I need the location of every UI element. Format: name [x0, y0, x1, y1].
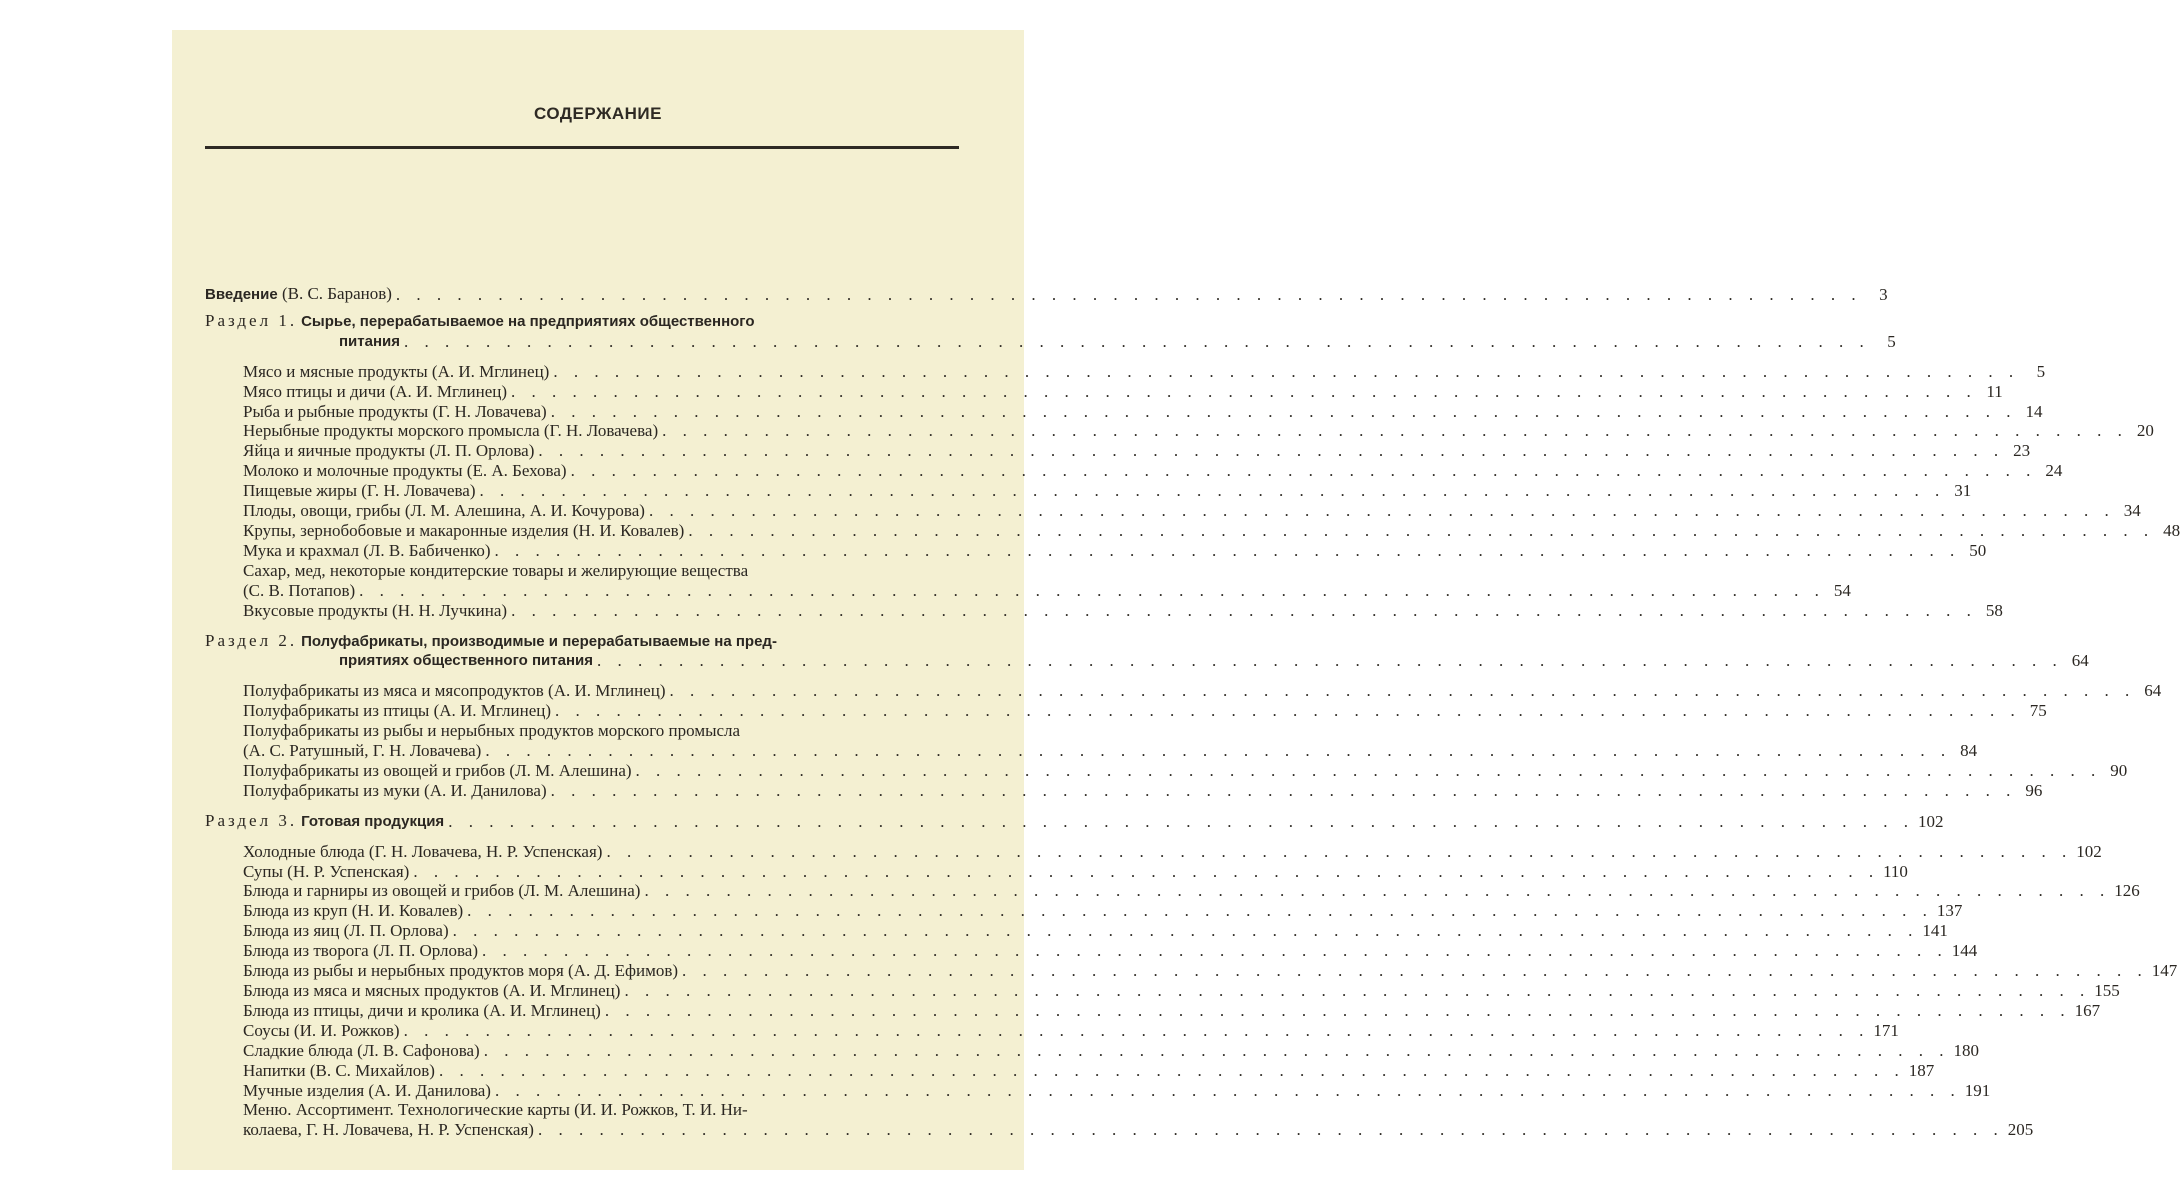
page-number: 180	[1953, 1040, 1979, 1060]
page-number: 5	[2036, 361, 2046, 381]
leader-dots: . . . . . . . . . . . . . . . . . . . . . . . . . . . . . . . . . . . . . . . . . . . . . . . . . . . . . . . . . . . . . . . . . . . . . . . .	[537, 1120, 2004, 1140]
leader-dots: . . . . . . . . . . . . . . . . . . . . . . . . . . . . . . . . . . . . . . . . . . . . . . . . . . . . . . . . . . . . . . . . . . . . . . . .	[452, 921, 1919, 941]
leader-dots: . . . . . . . . . . . . . . . . . . . . . . . . . . . . . . . . . . . . . . . . . . . . . . . . . . . . . . . . . . . . . . . . . . . . . . . .	[395, 285, 1862, 304]
leader-dots: . . . . . . . . . . . . . . . . . . . . . . . . . . . . . . . . . . . . . . . . . . . . . . . . . . . . . . . . . . . . . . . . . . . . . . . .	[438, 1060, 1905, 1080]
entry-text: Холодные блюда (Г. Н. Ловачева, Н. Р. Успенская)	[243, 841, 603, 861]
toc-entry	[205, 901, 1963, 921]
leader-dots: . . . . . . . . . . . . . . . . . . . . . . . . . . . . . . . . . . . . . . . . . . . . . . . . . . . . . . . . . . . . . . . . . . . . . . . .	[483, 1040, 1950, 1060]
leader-dots: . . . . . . . . . . . . . . . . . . . . . . . . . . . . . . . . . . . . . . . . . . . . . . . . . . . . . . . . . . . . . . . . . . . . . . . .	[550, 780, 2017, 800]
leader-dots: . . . . . . . . . . . . . . . . . . . . . . . . . . . . . . . . . . . . . . . . . . . . . . . . . . . . . . . . . . . . . . . . . . . . . . . .	[448, 811, 1914, 831]
entry-text: Блюда из птицы, дичи и кролика (А. И. Мглинец)	[243, 1000, 601, 1020]
leader-dots: . . . . . . . . . . . . . . . . . . . . . . . . . . . . . . . . . . . . . . . . . . . . . . . . . . . . . . . . . . . . . . . . . . . . . . . .	[570, 461, 2037, 481]
entry-text: Мучные изделия (А. И. Данилова)	[243, 1080, 491, 1100]
section-label: Раздел 2.	[205, 630, 298, 650]
entry-text: Блюда из яиц (Л. П. Орлова)	[243, 921, 449, 941]
toc-entry	[205, 401, 2043, 422]
entry-text: (А. С. Ратушный, Г. Н. Ловачева)	[243, 741, 482, 761]
page-number: 167	[2074, 1000, 2101, 1020]
entry-text: (С. В. Потапов)	[243, 580, 356, 600]
entry-text: Мука и крахмал (Л. В. Бабиченко)	[243, 540, 491, 560]
leader-dots: . . . . . . . . . . . . . . . . . . . . . . . . . . . . . . . . . . . . . . . . . . . . . . . . . . . . . . . . . . . . . . . . . . . . . . . .	[511, 381, 1977, 401]
entry-text: Блюда из творога (Л. П. Орлова)	[243, 941, 478, 961]
toc-entry	[205, 861, 1908, 882]
leader-dots: . . . . . . . . . . . . . . . . . . . . . . . . . . . . . . . . . . . . . . . . . . . . . . . . . . . . . . . . . . . . . . . . . . . . . . . .	[688, 520, 2155, 540]
leader-dots: . . . . . . . . . . . . . . . . . . . . . . . . . . . . . . . . . . . . . . . . . . . . . . . . . . . . . . . . . . . . . . . . . . . . . . . .	[555, 701, 2021, 721]
spacer	[205, 671, 971, 681]
leader-dots: . . . . . . . . . . . . . . . . . . . . . . . . . . . . . . . . . . . . . . . . . . . . . . . . . . . . . . . . . . . . . . . . . . . . . . . .	[538, 441, 2005, 461]
entry-text: Полуфабрикаты из муки (А. И. Данилова)	[243, 780, 547, 800]
entry-text: Крупы, зернобобовые и макаронные изделия (Н. И. Ковалев)	[243, 520, 685, 540]
leader-dots: . . . . . . . . . . . . . . . . . . . . . . . . . . . . . . . . . . . . . . . . . . . . . . . . . . . . . . . . . . . . . . . . . . . . . . . .	[604, 1000, 2071, 1020]
toc-entry	[205, 441, 2031, 461]
toc-entry	[205, 361, 2046, 382]
toc-entry-line1: Сахар, мед, некоторые кондитерские товары и желирующие вещества	[243, 560, 749, 580]
leader-dots: . . . . . . . . . . . . . . . . . . . . . . . . . . . . . . . . . . . . . . . . . . . . . . . . . . . . . . . . . . . . . . . . . . . . . . . .	[482, 941, 1948, 961]
toc-entry	[205, 461, 2063, 481]
leader-dots: . . . . . . . . . . . . . . . . . . . . . . . . . . . . . . . . . . . . . . . . . . . . . . . . . . . . . . . . . . . . . . . . . . . . . . . .	[644, 881, 2111, 901]
entry-text: Вкусовые продукты (Н. Н. Лучкина)	[243, 600, 508, 620]
page-number: 155	[2094, 981, 2120, 1000]
section-title-line1: Готовая продукция	[301, 812, 445, 830]
toc-entry	[205, 481, 1972, 501]
toc-entry	[205, 961, 2178, 981]
leader-dots: . . . . . . . . . . . . . . . . . . . . . . . . . . . . . . . . . . . . . . . . . . . . . . . . . . . . . . . . . . . . . . . . . . . . . . . .	[403, 1020, 1870, 1040]
page-number: 126	[2114, 881, 2140, 901]
page-number: 5	[1887, 331, 1896, 351]
toc-entry	[205, 1000, 2101, 1021]
toc-entry	[205, 841, 2102, 862]
toc-entry	[205, 520, 2180, 541]
entry-text: Рыба и рыбные продукты (Г. Н. Ловачева)	[243, 401, 547, 421]
entry-text: Полуфабрикаты из мяса и мясопродуктов (А. И. Мглинец)	[243, 681, 666, 701]
entry-text: Блюда из мяса и мясных продуктов (А. И. Мглинец)	[243, 981, 621, 1000]
toc-entry	[205, 701, 2047, 721]
toc-entry	[205, 981, 2120, 1001]
toc-entry-line1: Полуфабрикаты из рыбы и нерыбных продуктов морского промысла	[243, 721, 741, 741]
page-number: 187	[1908, 1060, 1935, 1080]
table-of-contents	[205, 284, 2180, 1140]
section-label: Раздел 3.	[205, 810, 298, 830]
entry-text: Соусы (И. И. Рожков)	[243, 1020, 400, 1040]
entry-text: Яйца и яичные продукты (Л. П. Орлова)	[243, 441, 535, 461]
page-number: 24	[2045, 461, 2063, 481]
page-number: 171	[1873, 1020, 1899, 1040]
section-heading-3	[205, 810, 1944, 832]
page-number: 31	[1954, 481, 1972, 501]
leader-dots: . . . . . . . . . . . . . . . . . . . . . . . . . . . . . . . . . . . . . . . . . . . . . . . . . . . . . . . . . . . . . . . . . . . . . . . .	[635, 760, 2102, 780]
spacer	[205, 352, 971, 362]
entry-text: Блюда из рыбы и нерыбных продуктов моря (А. Д. Ефимов)	[243, 961, 679, 981]
leader-dots: . . . . . . . . . . . . . . . . . . . . . . . . . . . . . . . . . . . . . . . . . . . . . . . . . . . . . . . . . . . . . . . . . . . . . . . .	[606, 841, 2073, 861]
toc-entry	[205, 941, 1978, 961]
toc-entry	[205, 421, 2154, 441]
toc-entry	[205, 1020, 1899, 1041]
entry-text: Полуфабрикаты из птицы (А. И. Мглинец)	[243, 701, 552, 721]
toc-entry-intro	[205, 284, 1888, 305]
title-rule	[205, 146, 959, 149]
entry-text: колаева, Г. Н. Ловачева, Н. Р. Успенская)	[243, 1120, 534, 1140]
page-number: 147	[2151, 961, 2178, 981]
entry-text: Блюда из круп (Н. И. Ковалев)	[243, 901, 464, 921]
toc-entry	[205, 600, 2003, 621]
leader-dots: . . . . . . . . . . . . . . . . . . . . . . . . . . . . . . . . . . . . . . . . . . . . . . . . . . . . . . . . . . . . . . . . . . . . . . . .	[550, 401, 2017, 421]
leader-dots: . . . . . . . . . . . . . . . . . . . . . . . . . . . . . . . . . . . . . . . . . . . . . . . . . . . . . . . . . . . . . . . . . . . . . . . .	[494, 1080, 1961, 1100]
leader-dots: . . . . . . . . . . . . . . . . . . . . . . . . . . . . . . . . . . . . . . . . . . . . . . . . . . . . . . . . . . . . . . . . . . . . . . . .	[624, 981, 2091, 1000]
page-number: 11	[1986, 381, 2003, 401]
leader-dots: . . . . . . . . . . . . . . . . . . . . . . . . . . . . . . . . . . . . . . . . . . . . . . . . . . . . . . . . . . . . . . . . . . . . . . . .	[553, 361, 2020, 381]
page-number: 110	[1883, 861, 1908, 881]
page-number: 102	[2076, 841, 2102, 861]
entry-text: Блюда и гарниры из овощей и грибов (Л. М. Алешина)	[243, 881, 641, 901]
leader-dots: . . . . . . . . . . . . . . . . . . . . . . . . . . . . . . . . . . . . . . . . . . . . . . . . . . . . . . . . . . . . . . . . . . . . . . . .	[485, 741, 1952, 761]
leader-dots: . . . . . . . . . . . . . . . . . . . . . . . . . . . . . . . . . . . . . . . . . . . . . . . . . . . . . . . . . . . . . . . . . . . . . . . .	[467, 901, 1933, 921]
toc-entry	[205, 501, 2141, 521]
page-number: 64	[2071, 651, 2089, 671]
toc-entry	[205, 681, 2162, 701]
section-heading-cont-2	[205, 651, 2089, 671]
entry-text: питания	[339, 332, 401, 350]
page-number: 3	[1879, 285, 1888, 304]
toc-entry-line1: Меню. Ассортимент. Технологические карты (И. И. Рожков, Т. И. Ни-	[243, 1100, 748, 1120]
page-number: 141	[1922, 921, 1948, 941]
page-number: 102	[1917, 811, 1944, 831]
leader-dots: . . . . . . . . . . . . . . . . . . . . . . . . . . . . . . . . . . . . . . . . . . . . . . . . . . . . . . . . . . . . . . . . . . . . . . . .	[648, 501, 2115, 521]
page-number: 23	[2013, 441, 2031, 461]
entry-text: Мясо и мясные продукты (А. И. Мглинец)	[243, 361, 550, 381]
section-heading-text	[205, 811, 444, 832]
entry-text: Мясо птицы и дичи (А. И. Мглинец)	[243, 381, 508, 401]
leader-dots: . . . . . . . . . . . . . . . . . . . . . . . . . . . . . . . . . . . . . . . . . . . . . . . . . . . . . . . . . . . . . . . . . . . . . . . .	[596, 651, 2063, 671]
section-heading-2	[205, 631, 971, 652]
entry-text: Полуфабрикаты из овощей и грибов (Л. М. Алешина)	[243, 760, 632, 780]
intro-author: (В. С. Баранов)	[281, 284, 392, 303]
leader-dots: . . . . . . . . . . . . . . . . . . . . . . . . . . . . . . . . . . . . . . . . . . . . . . . . . . . . . . . . . . . . . . . . . . . . . . . .	[669, 681, 2136, 701]
page-number: 84	[1960, 741, 1978, 761]
toc-entry	[205, 760, 2128, 781]
toc-entry	[205, 1040, 1979, 1061]
entry-text: Напитки (В. С. Михайлов)	[243, 1060, 435, 1080]
toc-entry	[205, 381, 2003, 402]
leader-dots: . . . . . . . . . . . . . . . . . . . . . . . . . . . . . . . . . . . . . . . . . . . . . . . . . . . . . . . . . . . . . . . . . . . . . . . .	[662, 421, 2128, 441]
leader-dots: . . . . . . . . . . . . . . . . . . . . . . . . . . . . . . . . . . . . . . . . . . . . . . . . . . . . . . . . . . . . . . . . . . . . . . . .	[511, 600, 1977, 620]
section-label: Раздел 1.	[205, 310, 298, 330]
page-number: 144	[1951, 941, 1978, 961]
section-title-line1: Сырье, перерабатываемое на предприятиях общественного	[301, 312, 755, 330]
spacer	[205, 832, 971, 842]
entry-text: Молоко и молочные продукты (Е. А. Бехова)	[243, 461, 567, 481]
toc-entry	[205, 540, 1987, 561]
leader-dots: . . . . . . . . . . . . . . . . . . . . . . . . . . . . . . . . . . . . . . . . . . . . . . . . . . . . . . . . . . . . . . . . . . . . . . . .	[359, 580, 1825, 600]
page-number: 90	[2110, 760, 2128, 780]
leader-dots: . . . . . . . . . . . . . . . . . . . . . . . . . . . . . . . . . . . . . . . . . . . . . . . . . . . . . . . . . . . . . . . . . . . . . . . .	[494, 540, 1961, 560]
spacer	[205, 621, 971, 631]
page-number: 14	[2025, 401, 2043, 421]
leader-dots: . . . . . . . . . . . . . . . . . . . . . . . . . . . . . . . . . . . . . . . . . . . . . . . . . . . . . . . . . . . . . . . . . . . . . . . .	[413, 861, 1880, 881]
page-number: 75	[2029, 701, 2047, 721]
toc-entry	[205, 580, 1851, 601]
entry-text: Сладкие блюда (Л. В. Сафонова)	[243, 1040, 480, 1060]
toc-entry	[205, 1060, 1935, 1081]
page-title: СОДЕРЖАНИЕ	[534, 104, 662, 123]
entry-text: Пищевые жиры (Г. Н. Ловачева)	[243, 481, 476, 501]
intro-label: Введение	[205, 286, 278, 303]
section-heading-1	[205, 311, 971, 332]
entry-text: Нерыбные продукты морского промысла (Г. Н. Ловачева)	[243, 421, 659, 441]
page-number: 96	[2025, 780, 2043, 800]
page-number: 191	[1964, 1080, 1991, 1100]
toc-entry	[205, 780, 2043, 801]
entry-text: приятиях общественного питания	[339, 652, 593, 670]
leader-dots: . . . . . . . . . . . . . . . . . . . . . . . . . . . . . . . . . . . . . . . . . . . . . . . . . . . . . . . . . . . . . . . . . . . . . . . .	[479, 481, 1946, 501]
leader-dots: . . . . . . . . . . . . . . . . . . . . . . . . . . . . . . . . . . . . . . . . . . . . . . . . . . . . . . . . . . . . . . . . . . . . . . . .	[404, 331, 1870, 351]
page-number: 64	[2144, 681, 2162, 701]
page-number: 34	[2123, 501, 2141, 521]
toc-entry	[205, 881, 2140, 901]
page-number: 48	[2163, 520, 2180, 540]
toc-entry	[205, 741, 1978, 761]
toc-entry	[205, 1120, 2034, 1140]
page-number: 205	[2007, 1120, 2034, 1140]
section-title-line1: Полуфабрикаты, производимые и перерабатываемые на пред-	[301, 632, 777, 650]
entry-text: Плоды, овощи, грибы (Л. М. Алешина, А. И. Кочурова)	[243, 501, 645, 521]
spacer	[205, 801, 971, 811]
page-number: 58	[1985, 600, 2003, 620]
leader-dots: . . . . . . . . . . . . . . . . . . . . . . . . . . . . . . . . . . . . . . . . . . . . . . . . . . . . . . . . . . . . . . . . . . . . . . . .	[682, 961, 2148, 981]
page-number: 137	[1936, 901, 1963, 921]
section-heading-cont-1	[205, 331, 1896, 352]
toc-entry	[205, 921, 1948, 941]
page-number: 54	[1833, 580, 1851, 600]
entry-text: Супы (Н. Р. Успенская)	[243, 861, 410, 881]
page-number: 50	[1969, 540, 1987, 560]
toc-entry	[205, 1080, 1991, 1101]
page-number: 20	[2136, 421, 2154, 441]
